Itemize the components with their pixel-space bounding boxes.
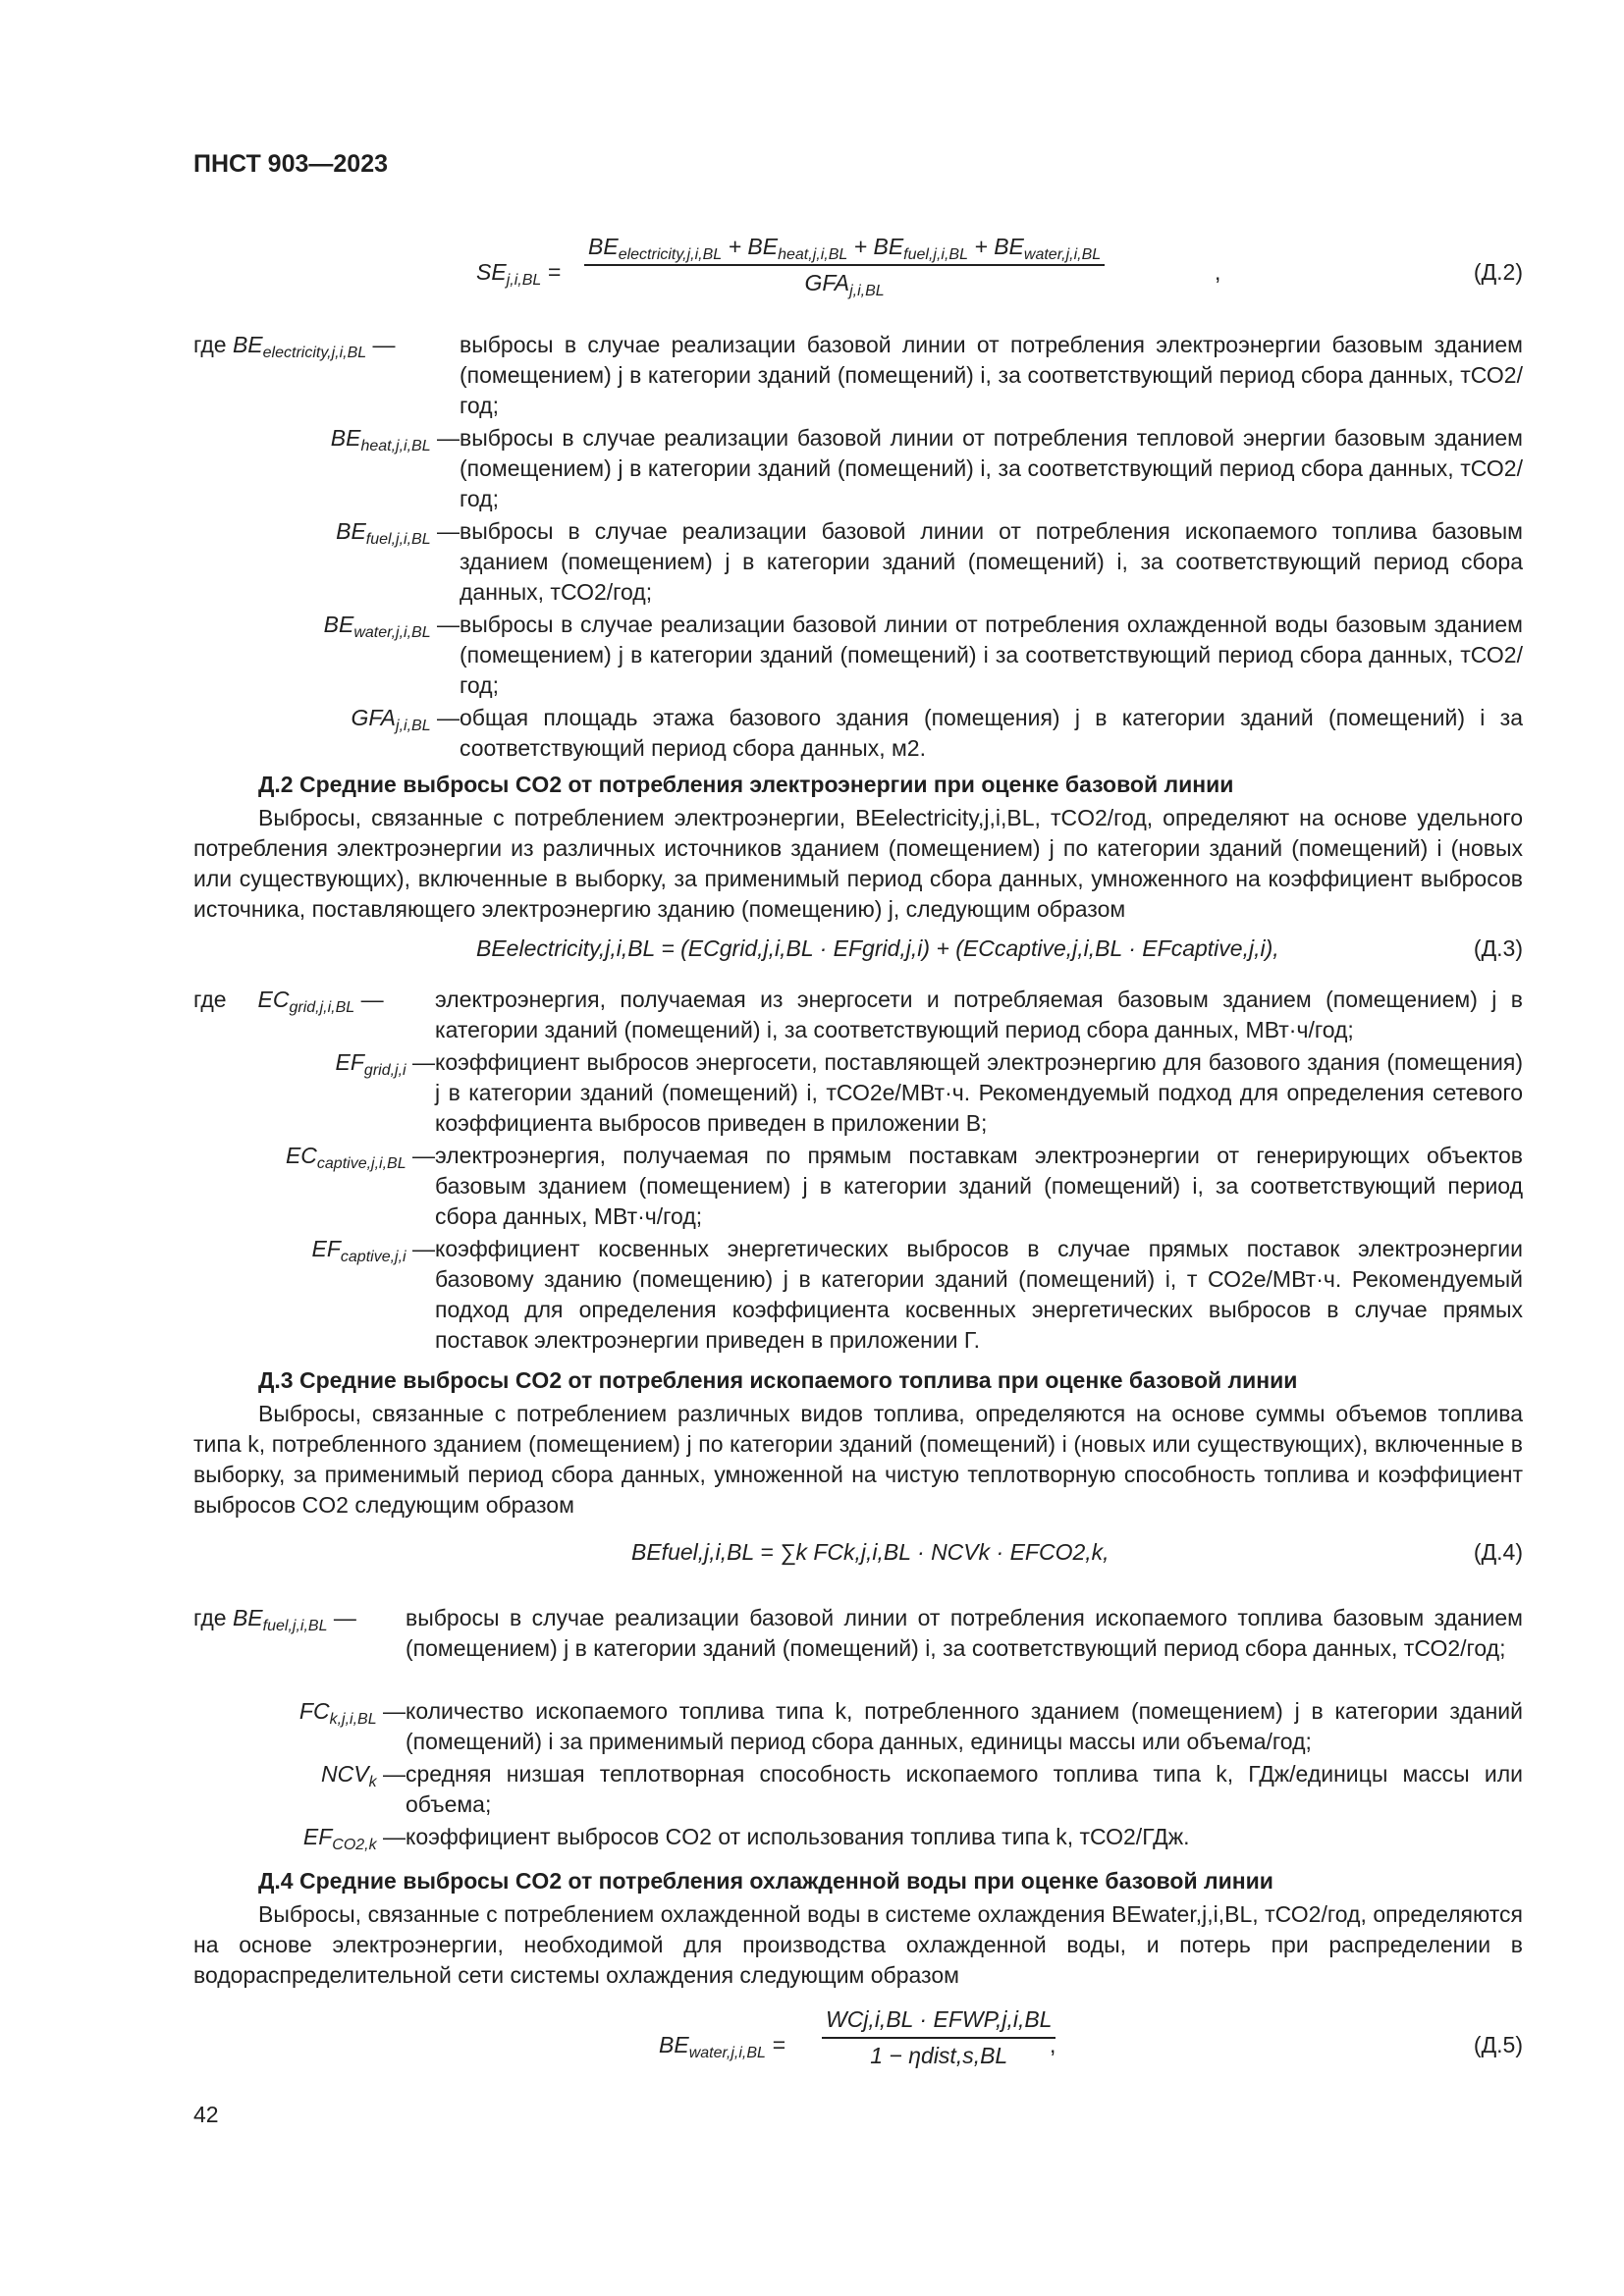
definition-text: выбросы в случае реализации базовой линии от потребления ископаемого топлива базовым зданием (помещением) j в категории зданий (помещений) i, за соответствующий период сбора данных, тСО2/год;	[406, 1605, 1523, 1661]
section-heading-d2: Д.2 Средние выбросы CO2 от потребления электроэнергии при оценке базовой линии	[258, 772, 1234, 797]
definition-text: выбросы в случае реализации базовой линии от потребления охлажденной воды базовым зданием (помещением) j в категории зданий (помещений) i за соответствующий период сбора данных, тСО2/год;	[460, 612, 1523, 698]
where-label: где $BE_{electricity,j,i,BL}$ —	[193, 332, 396, 361]
formula-d5: $BE_{water,j,i,BL}$ = WCj,i,BL · EFWP,j,i,BL 1 − ηdist,s,BL , (Д.5)	[659, 2004, 1523, 2083]
definition-text: коэффициент выбросов CO2 от использования топлива типа k, тСО2/ГДж.	[406, 1824, 1190, 1849]
page-number: 42	[193, 2102, 219, 2127]
equation-number-d4: (Д.4)	[1473, 1539, 1523, 1565]
definition-text: выбросы в случае реализации базовой линии от потребления тепловой энергии базовым зданием (помещением) j в категории зданий (помещений) i, за соответствующий период сбора данных, тСО2/год;	[460, 425, 1523, 511]
paragraph-d2: Выбросы, связанные с потреблением электроэнергии, BEelectricity,j,i,BL, тCO2/год, определяют на основе удельного потребления электроэнергии из различных источников зданием (помещением) j по категории зданий (помещений) i (новых или существующих), включенные в выборку, за применимый период сбора данных, умноженного на коэффициент выбросов источника, поставляющего электроэнергию зданию (помещению) j, следующим образом	[193, 805, 1523, 922]
section-heading-d3: Д.3 Средние выбросы CO2 от потребления ископаемого топлива при оценке базовой линии	[258, 1367, 1298, 1393]
equation-number-d5: (Д.5)	[1473, 2032, 1523, 2057]
document-id-header: ПНСТ 903—2023	[193, 150, 388, 178]
formula-d4	[631, 1537, 1523, 1568]
definition-text: электроэнергия, получаемая по прямым поставкам электроэнергии от генерирующих объектов базовым зданием (помещением) j в категории зданий (помещений) i, за соответствующий период сбора данных, МВт·ч/год;	[435, 1143, 1523, 1229]
definitions-d3: где $EC_{grid,j,i,BL}$ — электроэнергия, получаемая из энергосети и потребляемая базовым зданием (помещением) j в категории зданий (помещений) i, за соответствующий период сбора данных, МВт·ч/год; $EF_{grid,j,i}$ — коэффициент выбросов энергосети, поставляющей электроэнергию для базового здания (помещения) j в категории зданий (помещений) i, тСО2е/МВт·ч. Рекомендуемый подход для определения сетевого коэффициента выбросов приведен в приложении В; $EC_{captive,j,i,BL}$ — электроэнергия, получаемая по прямым поставкам электроэнергии от генерирующих объектов базовым зданием (помещением) j в категории зданий (помещений) i, за соответствующий период сбора данных, МВт·ч/год; $EF_{captive,j,i}$ — коэффициент косвенных энергетических выбросов в случае прямых поставок электроэнергии базовому зданию (помещению) j в категории зданий (помещений) i, т СО2е/МВт·ч. Рекомендуемый подход для определения коэффициента косвенных энергетических выбросов в случае прямых поставок электроэнергии приведен в приложении Г.	[193, 985, 1523, 1358]
equation-number-d3: (Д.3)	[1473, 935, 1523, 961]
section-heading-d4: Д.4 Средние выбросы CO2 от потребления охлажденной воды при оценке базовой линии	[258, 1868, 1273, 1894]
formula-d3-text: BEelectricity,j,i,BL = (ECgrid,j,i,BL · EFgrid,j,i) + (ECcaptive,j,i,BL · EFcaptive,j,i),	[476, 935, 1279, 961]
definition-text: электроэнергия, получаемая из энергосети и потребляемая базовым зданием (помещением) j в категории зданий (помещений) i, за соответствующий период сбора данных, МВт·ч/год;	[435, 987, 1523, 1042]
formula-d3	[476, 934, 1523, 964]
formula-d2: $SE_{j,i,BL}$ = $BE_{electricity,j,i,BL} + BE_{heat,j,i,BL} + BE_{fuel,j,i,BL} + BE_{water,j,i,BL}$ $GFA_{j,i,BL}$ , (Д.2)	[476, 234, 1523, 299]
definition-text: коэффициент косвенных энергетических выбросов в случае прямых поставок электроэнергии базовому зданию (помещению) j в категории зданий (помещений) i, т СО2е/МВт·ч. Рекомендуемый подход для определения коэффициента косвенных энергетических выбросов в случае прямых поставок электроэнергии приведен в приложении Г.	[435, 1236, 1523, 1353]
formula-d5-numerator: WCj,i,BL · EFWP,j,i,BL	[822, 2004, 1056, 2039]
definitions-d2: где $BE_{electricity,j,i,BL}$ — выбросы в случае реализации базовой линии от потребления электроэнергии базовым зданием (помещением) j в категории зданий (помещений) i, за соответствующий период сбора данных, тСО2/год; $BE_{heat,j,i,BL}$ — выбросы в случае реализации базовой линии от потребления тепловой энергии базовым зданием (помещением) j в категории зданий (помещений) i, за соответствующий период сбора данных, тСО2/год; $BE_{fuel,j,i,BL}$ — выбросы в случае реализации базовой линии от потребления ископаемого топлива базовым зданием (помещением) j в категории зданий (помещений) i, за соответствующий период сбора данных, тСО2/год; $BE_{water,j,i,BL}$ — выбросы в случае реализации базовой линии от потребления охлажденной воды базовым зданием (помещением) j в категории зданий (помещений) i за соответствующий период сбора данных, тСО2/год; $GFA_{j,i,BL}$ — общая площадь этажа базового здания (помещения) j в категории зданий (помещений) i за соответствующий период сбора данных, м2.	[193, 330, 1523, 766]
equation-number-d2: (Д.2)	[1473, 259, 1523, 285]
formula-d4-text: BEfuel,j,i,BL = ∑k FCk,j,i,BL · NCVk · EFCO2,k,	[631, 1539, 1110, 1565]
definition-text: количество ископаемого топлива типа k, потребленного зданием (помещением) j в категории зданий (помещений) i за применимый период сбора данных, единицы массы или объема/год;	[406, 1698, 1523, 1754]
definition-text: коэффициент выбросов энергосети, поставляющей электроэнергию для базового здания (помещения) j в категории зданий (помещений) i, тСО2е/МВт·ч. Рекомендуемый подход для определения сетевого коэффициента выбросов приведен в приложении В;	[435, 1049, 1523, 1136]
definitions-d4: где $BE_{fuel,j,i,BL}$ — выбросы в случае реализации базовой линии от потребления ископаемого топлива базовым зданием (помещением) j в категории зданий (помещений) i, за соответствующий период сбора данных, тСО2/год; $FC_{k,j,i,BL}$ — количество ископаемого топлива типа k, потребленного зданием (помещением) j в категории зданий (помещений) i за применимый период сбора данных, единицы массы или объема/год; $NCV_k$ — средняя низшая теплотворная способность ископаемого топлива типа k, ГДж/единицы массы или объема; $EF_{CO2,k}$ — коэффициент выбросов CO2 от использования топлива типа k, тСО2/ГДж.	[193, 1605, 1523, 1853]
definition-text: выбросы в случае реализации базовой линии от потребления электроэнергии базовым зданием (помещением) j в категории зданий (помещений) i, за соответствующий период сбора данных, тСО2/год;	[460, 332, 1523, 418]
definition-text: общая площадь этажа базового здания (помещения) j в категории зданий (помещений) i за соответствующий период сбора данных, м2.	[460, 705, 1523, 761]
paragraph-d4: Выбросы, связанные с потреблением охлажденной воды в системе охлаждения BEwater,j,i,BL, тСО2/год, определяются на основе электроэнергии, необходимой для производства охлажденной воды, и потерь при распределении в водораспределительной сети системы охлаждения следующим образом	[193, 1901, 1523, 1988]
definition-text: средняя низшая теплотворная способность ископаемого топлива типа k, ГДж/единицы массы или объема;	[406, 1761, 1523, 1817]
paragraph-d3: Выбросы, связанные с потреблением различных видов топлива, определяются на основе суммы объемов топлива типа k, потребленного зданием (помещением) j по категории зданий (помещений) i (новых или существующих), включенные в выборку, за применимый период сбора данных, умноженной на чистую теплотворную способность топлива и коэффициент выбросов CO2 следующим образом	[193, 1401, 1523, 1518]
formula-d5-denominator: 1 − ηdist,s,BL	[870, 2043, 1008, 2068]
definition-text: выбросы в случае реализации базовой линии от потребления ископаемого топлива базовым зданием (помещением) j в категории зданий (помещений) i, за соответствующий период сбора данных, тСО2/год;	[460, 518, 1523, 605]
